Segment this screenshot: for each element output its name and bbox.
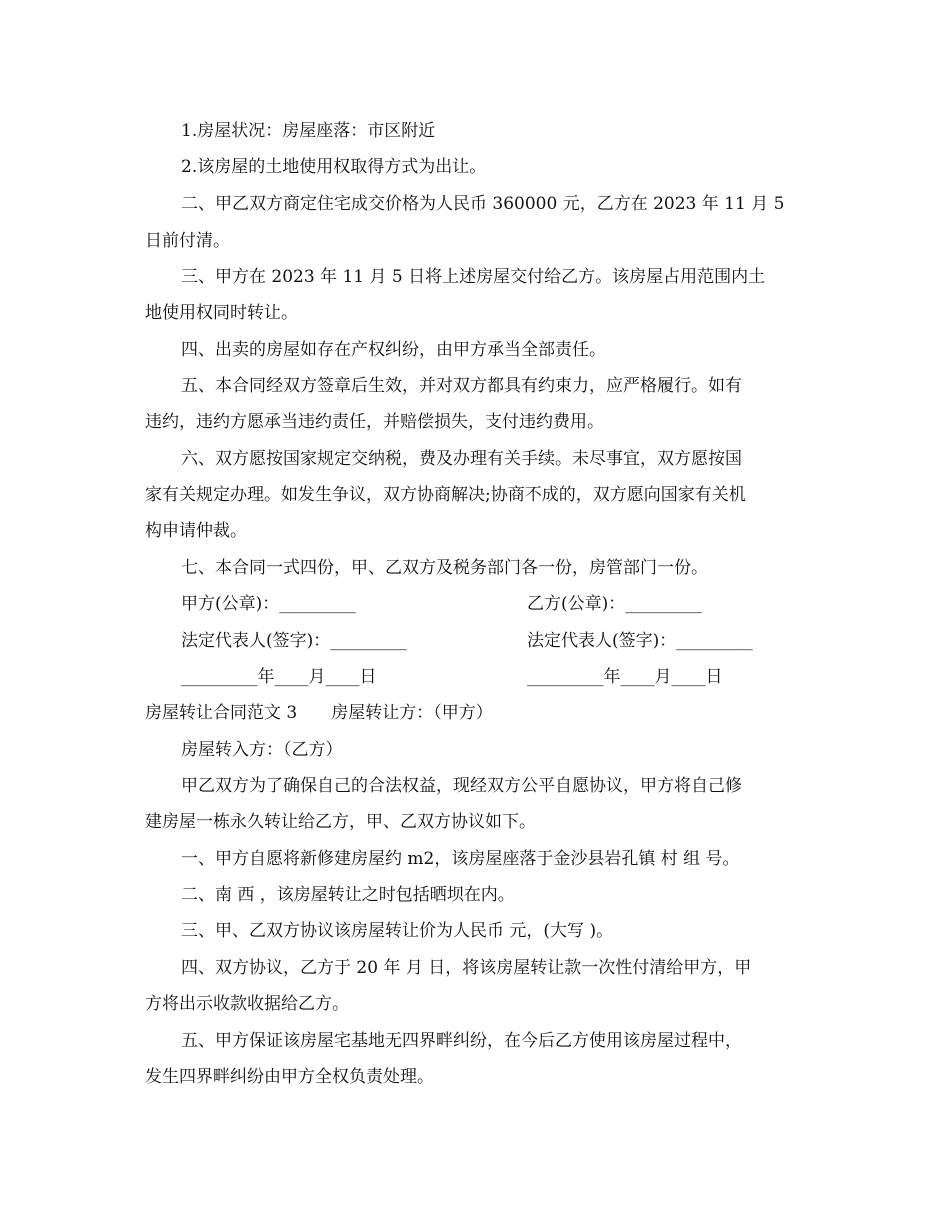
clause-2-line-1: 二、甲乙双方商定住宅成交价格为人民币 360000 元，乙方在 2023 年 11 月 5 bbox=[181, 194, 785, 214]
article-5-line-2: 发生四界畔纠纷由甲方全权负责处理。 bbox=[145, 1067, 434, 1087]
clause-1-1: 1.房屋状况：房屋座落：市区附近 bbox=[181, 121, 436, 141]
article-3: 三、甲、乙双方协议该房屋转让价为人民币 元，(大写 )。 bbox=[181, 921, 614, 941]
clause-5-line-2: 违约，违约方愿承当违约责任，并赔偿损失，支付违约费用。 bbox=[145, 412, 604, 432]
preamble-line-2: 建房屋一栋永久转让给乙方，甲、乙双方协议如下。 bbox=[145, 812, 536, 832]
clause-1-2: 2.该房屋的土地使用权取得方式为出让。 bbox=[181, 157, 487, 177]
article-1: 一、甲方自愿将新修建房屋约 m2，该房屋座落于金沙县岩孔镇 村 组 号。 bbox=[181, 849, 740, 869]
party-b-representative: 法定代表人(签字)：_________ bbox=[527, 631, 753, 651]
clause-4: 四、出卖的房屋如存在产权纠纷，由甲方承当全部责任。 bbox=[181, 340, 606, 360]
clause-6-line-2: 家有关规定办理。如发生争议，双方协商解决;协商不成的，双方愿向国家有关机 bbox=[145, 485, 746, 505]
clause-7: 七、本合同一式四份，甲、乙双方及税务部门各一份，房管部门一份。 bbox=[181, 558, 708, 578]
clause-6-line-1: 六、双方愿按国家规定交纳税，费及办理有关手续。未尽事宜，双方愿按国 bbox=[181, 449, 742, 469]
section-heading: 房屋转让合同范文 3 房屋转让方：（甲方） bbox=[145, 703, 493, 723]
clause-2-line-2: 日前付清。 bbox=[145, 231, 230, 251]
article-5-line-1: 五、甲方保证该房屋宅基地无四界畔纠纷，在今后乙方使用该房屋过程中， bbox=[181, 1031, 742, 1051]
article-4-line-1: 四、双方协议，乙方于 20 年 月 日，将该房屋转让款一次性付清给甲方，甲 bbox=[181, 958, 752, 978]
preamble-line-1: 甲乙双方为了确保自己的合法权益，现经双方公平自愿协议，甲方将自己修 bbox=[181, 776, 742, 796]
party-b-date: _________年____月____日 bbox=[527, 667, 723, 687]
clause-3-line-2: 地使用权同时转让。 bbox=[145, 303, 298, 323]
party-b-seal: 乙方(公章)：_________ bbox=[527, 594, 702, 614]
clause-5-line-1: 五、本合同经双方签章后生效，并对双方都具有约束力，应严格履行。如有 bbox=[181, 376, 742, 396]
transferee-line: 房屋转入方：（乙方） bbox=[181, 740, 343, 760]
article-2: 二、南 西 ，该房屋转让之时包括晒坝在内。 bbox=[181, 885, 515, 905]
party-a-seal: 甲方(公章)：_________ bbox=[181, 594, 356, 614]
party-a-representative: 法定代表人(签字)：_________ bbox=[181, 631, 407, 651]
clause-6-line-3: 构申请仲裁。 bbox=[145, 521, 247, 541]
clause-3-line-1: 三、甲方在 2023 年 11 月 5 日将上述房屋交付给乙方。该房屋占用范围内土 bbox=[181, 267, 766, 287]
party-a-date: _________年____月____日 bbox=[181, 667, 377, 687]
article-4-line-2: 方将出示收款收据给乙方。 bbox=[145, 994, 349, 1014]
